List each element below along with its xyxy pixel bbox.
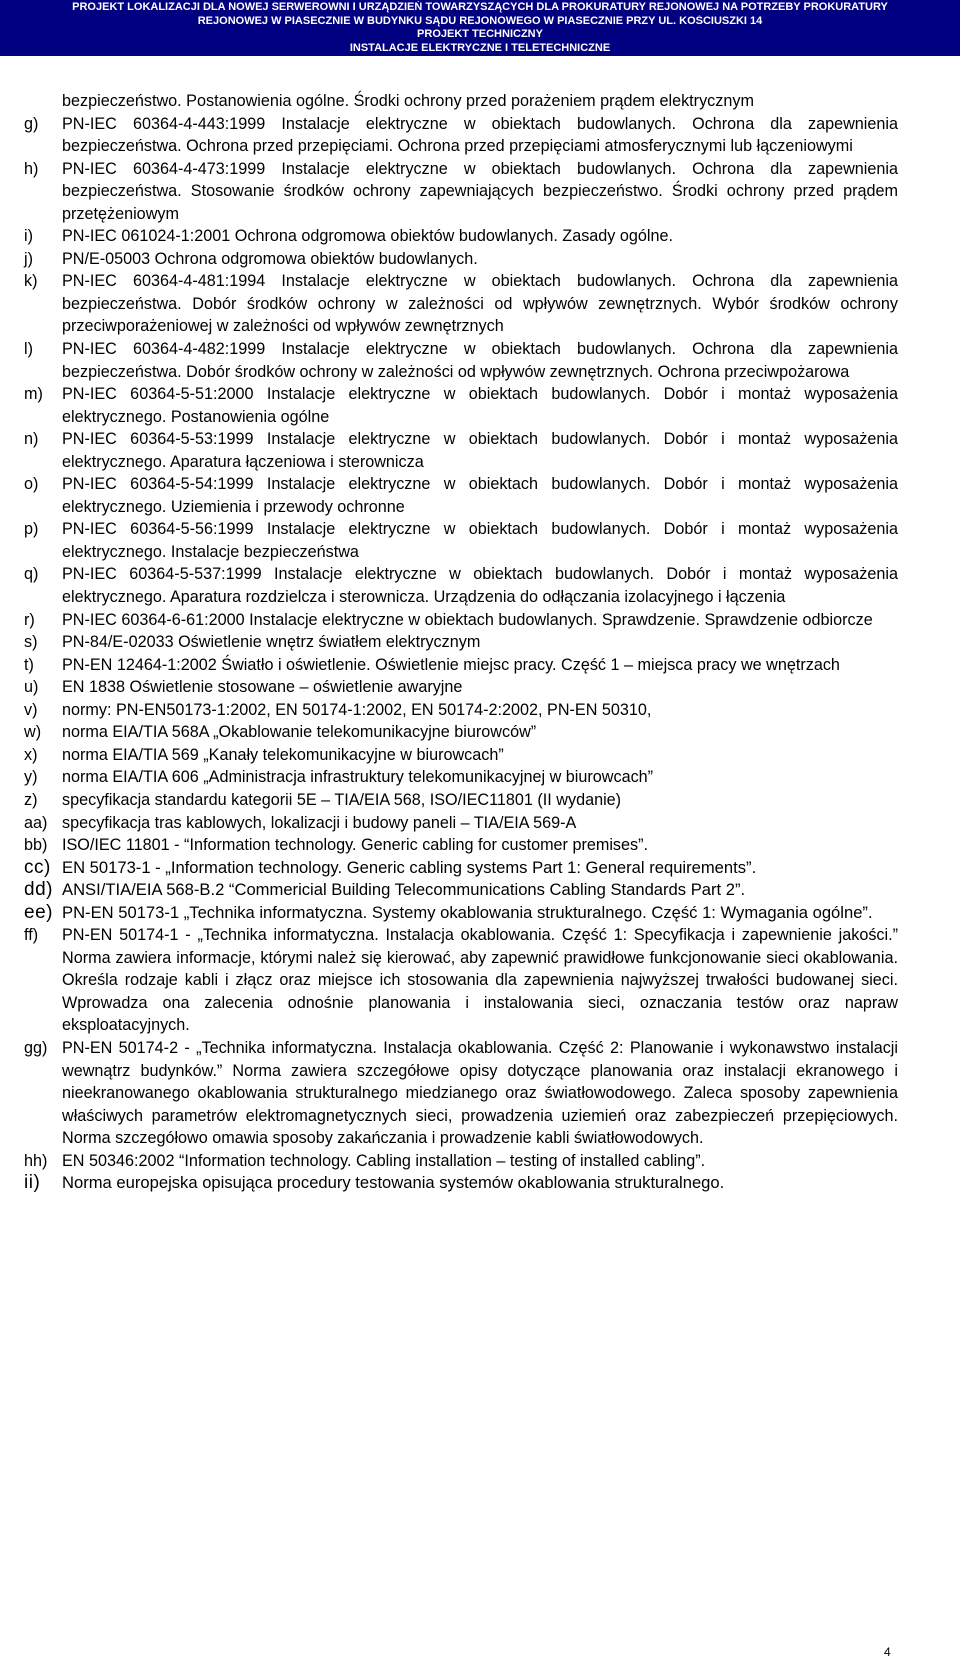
list-item	[24, 924, 898, 1037]
list-item	[24, 563, 898, 608]
list-item-text: EN 50346:2002 “Information technology. Cabling installation – testing of installed cabling”.	[62, 1151, 706, 1170]
intro-continuation: bezpieczeństwo. Postanowienia ogólne. Środki ochrony przed porażeniem prądem elektrycznym	[62, 92, 754, 110]
header-line-3: PROJEKT TECHNICZNY	[417, 28, 543, 40]
list-item-text: PN-EN 50174-1 - „Technika informatyczna. Instalacja okablowania. Część 1: Specyfikacja i zapewnienie jakości.” Norma zawiera informacje, którymi należ się kierować, aby zapewnić prawidłowe funkcjonowanie sieci okablowania. Określa rodzaje kabli i złącz oraz miejsce ich stosowania dla zapewnienia najwyższej trwałości budowanej sieci. Wprowadza ona zalecenia odnośnie planowania i instalowania sieci, oznaczania testów oraz napraw eksploatacyjnych.	[62, 926, 898, 1035]
list-item-label: t)	[24, 655, 34, 674]
list-item	[24, 676, 898, 699]
list-item-label: k)	[24, 272, 38, 291]
list-item	[24, 383, 898, 428]
list-item-label: ff)	[24, 926, 39, 945]
list-item-text: PN-IEC 061024-1:2001 Ochrona odgromowa obiektów budowlanych. Zasady ogólne.	[62, 227, 673, 246]
list-item-label: bb)	[24, 836, 48, 855]
list-item	[24, 338, 898, 383]
standards-list	[24, 90, 898, 1195]
list-item-label: w)	[24, 723, 42, 742]
list-item-text: specyfikacja standardu kategorii 5E – TIA/EIA 568, ISO/IEC11801 (II wydanie)	[62, 790, 622, 809]
list-item-text: Norma europejska opisująca procedury testowania systemów okablowania strukturalnego.	[62, 1173, 725, 1193]
list-item-text: norma EIA/TIA 568A „Okablowanie telekomunikacyjne biurowców”	[62, 723, 537, 742]
list-item	[24, 699, 898, 722]
page-number: 4	[884, 1645, 891, 1659]
list-item	[24, 631, 898, 654]
page-header	[0, 0, 960, 56]
list-item-text: PN/E-05003 Ochrona odgromowa obiektów budowlanych.	[62, 249, 478, 268]
list-item-text: specyfikacja tras kablowych, lokalizacji i budowy paneli – TIA/EIA 569-A	[62, 813, 577, 832]
list-item	[24, 744, 898, 767]
list-item-label: q)	[24, 565, 39, 584]
list-item	[24, 721, 898, 744]
list-item-label: gg)	[24, 1038, 48, 1057]
list-item-text: PN-IEC 60364-5-54:1999 Instalacje elektryczne w obiektach budowlanych. Dobór i montaż wyposażenia elektrycznego. Uziemienia i przewody ochronne	[62, 475, 898, 516]
list-item	[24, 1150, 898, 1173]
list-item-label: s)	[24, 633, 38, 652]
list-item-text: PN-IEC 60364-4-481:1994 Instalacje elektryczne w obiektach budowlanych. Ochrona dla zapewnienia bezpieczeństwa. Dobór środków ochrony w zależności od wpływów zewnętrznych. Wybór środków ochrony przeciwporażeniowej w zależności od wpływów zewnętrznych	[62, 272, 898, 336]
list-item-text: norma EIA/TIA 569 „Kanały telekomunikacyjne w biurowcach”	[62, 745, 504, 764]
list-item-text: ISO/IEC 11801 - “Information technology. Generic cabling for customer premises”.	[62, 836, 648, 855]
list-item	[24, 857, 898, 880]
list-item-text: PN-IEC 60364-4-473:1999 Instalacje elektryczne w obiektach budowlanych. Ochrona dla zapewnienia bezpieczeństwa. Stosowanie środków ochrony zapewniających bezpieczeństwo. Środki ochrony przed prądem przetężeniowym	[62, 159, 898, 223]
list-item	[24, 158, 898, 226]
list-item-label: p)	[24, 520, 39, 539]
list-item	[24, 473, 898, 518]
list-item	[24, 1172, 898, 1195]
list-item-text: PN-IEC 60364-5-53:1999 Instalacje elektryczne w obiektach budowlanych. Dobór i montaż wyposażenia elektrycznego. Aparatura łączeniowa i sterownicza	[62, 430, 898, 471]
header-line-1: PROJEKT LOKALIZACJI DLA NOWEJ SERWEROWNI I URZĄDZIEŃ TOWARZYSZĄCYCH DLA PROKURATURY REJONOWEJ NA POTRZEBY PROKURATURY	[72, 1, 888, 13]
list-item	[24, 789, 898, 812]
list-item	[24, 812, 898, 835]
list-item-text: PN-IEC 60364-5-56:1999 Instalacje elektryczne w obiektach budowlanych. Dobór i montaż wyposażenia elektrycznego. Instalacje bezpieczeństwa	[62, 520, 898, 561]
list-item	[24, 225, 898, 248]
list-item	[24, 879, 898, 902]
list-item-text: PN-EN 50173-1 „Technika informatyczna. Systemy okablowania strukturalnego. Część 1: Wymagania ogólne”.	[62, 902, 873, 922]
list-item	[24, 902, 898, 925]
list-item	[24, 766, 898, 789]
list-item	[24, 834, 898, 857]
list-item-label: i)	[24, 227, 33, 246]
list-item-text: EN 50173-1 - „Information technology. Generic cabling systems Part 1: General requirements”.	[62, 857, 757, 877]
list-item-text: ANSI/TIA/EIA 568-B.2 “Commericial Building Telecommunications Cabling Standards Part 2”.	[62, 880, 746, 900]
list-item-label: dd)	[24, 879, 53, 901]
list-item-label: y)	[24, 768, 38, 787]
list-item-label: cc)	[24, 856, 51, 878]
list-item-text: PN-IEC 60364-5-51:2000 Instalacje elektryczne w obiektach budowlanych. Dobór i montaż wyposażenia elektrycznego. Postanowienia ogólne	[62, 385, 898, 426]
list-item-label: x)	[24, 745, 38, 764]
list-item	[24, 654, 898, 677]
list-item-label: u)	[24, 678, 39, 697]
list-item	[24, 518, 898, 563]
list-item-label: m)	[24, 385, 43, 404]
list-items	[24, 113, 898, 1195]
list-item	[24, 609, 898, 632]
list-item-text: normy: PN-EN50173-1:2002, EN 50174-1:2002, EN 50174-2:2002, PN-EN 50310,	[62, 700, 652, 719]
list-item	[24, 270, 898, 338]
list-item-text: PN-EN 12464-1:2002 Światło i oświetlenie. Oświetlenie miejsc pracy. Część 1 – miejsca pracy we wnętrzach	[62, 655, 840, 674]
list-item-label: ee)	[24, 901, 53, 923]
list-item-label: z)	[24, 790, 38, 809]
list-item	[24, 248, 898, 271]
list-item-label: l)	[24, 340, 33, 359]
list-item-label: hh)	[24, 1151, 48, 1170]
list-item-label: ii)	[24, 1172, 41, 1194]
header-line-2: REJONOWEJ W PIASECZNIE W BUDYNKU SĄDU REJONOWEGO W PIASECZNIE PRZY UL. KOŚCIUSZKI 14	[197, 14, 763, 27]
list-item-label: n)	[24, 430, 39, 449]
list-item-text: PN-84/E-02033 Oświetlenie wnętrz światłem elektrycznym	[62, 633, 481, 652]
header-line-4: INSTALACJE ELEKTRYCZNE I TELETECHNICZNE	[349, 41, 611, 54]
list-item-text: PN-IEC 60364-4-482:1999 Instalacje elektryczne w obiektach budowlanych. Ochrona dla zapewnienia bezpieczeństwa. Dobór środków ochrony w zależności od wpływów zewnętrznych. Ochrona przeciwpożarowa	[62, 340, 898, 381]
list-item-label: h)	[24, 159, 39, 178]
list-item-label: j)	[24, 249, 33, 268]
list-item	[24, 1037, 898, 1150]
list-item-text: PN-IEC 60364-5-537:1999 Instalacje elektryczne w obiektach budowlanych. Dobór i montaż wyposażenia elektrycznego. Aparatura rozdzielcza i sterownicza. Urządzenia do odłączania izolacyjnego i łączenia	[62, 565, 898, 607]
list-item-text: PN-IEC 60364-6-61:2000 Instalacje elektryczne w obiektach budowlanych. Sprawdzenie. Sprawdzenie odbiorcze	[62, 610, 873, 629]
list-item	[24, 113, 898, 158]
list-item-label: r)	[24, 610, 35, 629]
list-item-label: aa)	[24, 813, 48, 832]
list-item-text: PN-EN 50174-2 - „Technika informatyczna. Instalacja okablowania. Część 2: Planowanie i wykonawstwo instalacji wewnątrz budynków.” Norma zawiera szczegółowe opisy dotyczące planowania oraz instalacji ekranowego i nieekranowanego okablowania strukturalnego miedzianego oraz światłowodowego. Zaleca sposoby zapewnienia właściwych parametrów elektromagnetycznych sieci, prowadzenia uziemień oraz zabezpieczeń przepięciowych. Norma szczegółowo omawia sposoby zakańczania i prowadzenie kabli światłowodowych.	[62, 1038, 898, 1148]
list-item-text: EN 1838 Oświetlenie stosowane – oświetlenie awaryjne	[62, 678, 463, 697]
list-item-text: PN-IEC 60364-4-443:1999 Instalacje elektryczne w obiektach budowlanych. Ochrona dla zapewnienia bezpieczeństwa. Ochrona przed przepięciami. Ochrona przed przepięciami atmosferycznymi lub łączeniowymi	[62, 114, 898, 156]
list-item	[24, 428, 898, 473]
list-item-label: g)	[24, 114, 39, 133]
list-item-label: o)	[24, 475, 39, 494]
list-item-text: norma EIA/TIA 606 „Administracja infrastruktury telekomunikacyjnej w biurowcach”	[62, 768, 654, 787]
list-item-label: v)	[24, 700, 38, 719]
